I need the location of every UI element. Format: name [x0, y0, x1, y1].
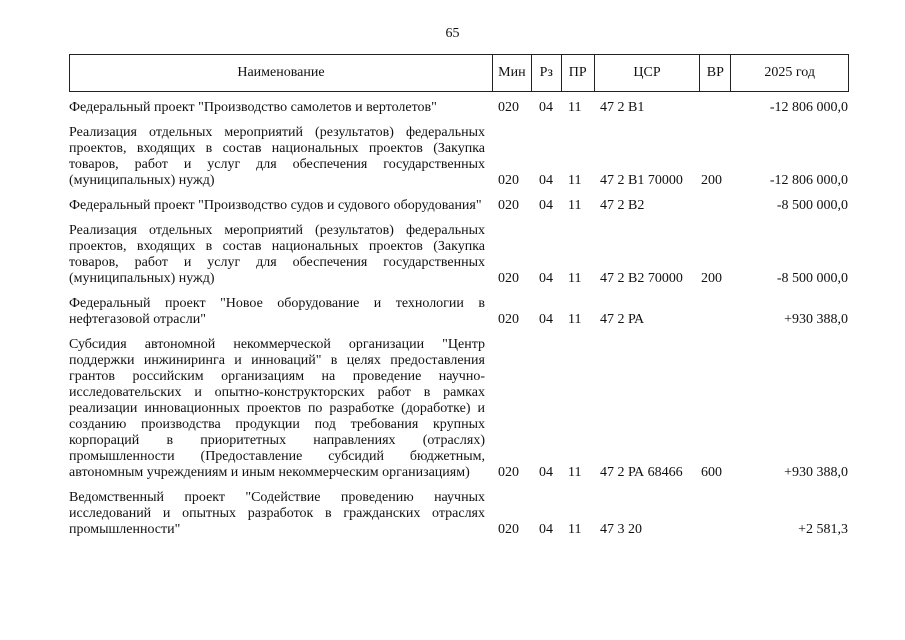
- row-csr: 47 2 РА: [600, 312, 645, 327]
- row-rz: 04: [539, 198, 553, 213]
- row-name: Федеральный проект "Производство судов и судового оборудования": [69, 198, 482, 213]
- row-csr: 47 2 В2: [600, 198, 645, 213]
- header-pr: ПР: [562, 55, 595, 91]
- row-csr: 47 2 В2 70000: [600, 271, 683, 286]
- header-csr: ЦСР: [595, 55, 701, 91]
- row-pr: 11: [568, 312, 582, 327]
- row-rz: 04: [539, 465, 553, 480]
- row-pr: 11: [568, 100, 582, 115]
- row-name: Реализация отдельных мероприятий (результатов) федеральных проектов, входящих в состав национальных проектов (Закупка товаров, работ и услуг для обеспечения государственных (муниципальных) нужд): [69, 125, 485, 188]
- row-amount: -8 500 000,0: [776, 198, 848, 213]
- row-pr: 11: [568, 522, 582, 537]
- row-name: Федеральный проект "Производство самолетов и вертолетов": [69, 100, 437, 115]
- row-name: Федеральный проект "Новое оборудование и технологии в нефтегазовой отрасли": [69, 296, 485, 327]
- row-rz: 04: [539, 173, 553, 188]
- row-amount: -12 806 000,0: [769, 173, 848, 188]
- row-min: 020: [498, 522, 519, 537]
- row-amount: +930 388,0: [784, 312, 848, 327]
- row-vr: 600: [701, 465, 722, 480]
- row-min: 020: [498, 271, 519, 286]
- table-row: [69, 125, 859, 189]
- header-rz: Рз: [532, 55, 562, 91]
- row-csr: 47 2 В1 70000: [600, 173, 683, 188]
- row-name: Ведомственный проект "Содействие проведению научных исследований и опытных разработок в гражданских отраслях промышленности": [69, 490, 485, 537]
- row-vr: 200: [701, 271, 722, 286]
- row-csr: 47 2 В1: [600, 100, 645, 115]
- table-row: [69, 296, 859, 328]
- row-rz: 04: [539, 100, 553, 115]
- row-pr: 11: [568, 173, 582, 188]
- header-vr: ВР: [700, 55, 731, 91]
- table-row: [69, 198, 859, 214]
- budget-table-body: [69, 92, 859, 538]
- row-rz: 04: [539, 312, 553, 327]
- row-amount: +2 581,3: [798, 522, 848, 537]
- row-amount: +930 388,0: [784, 465, 848, 480]
- row-name: Субсидия автономной некоммерческой организации "Центр поддержки инжиниринга и инноваций" в целях предоставления грантов российским организациям на проведение научно-исследовательских и опытно-конструкторских работ в рамках реализации инновационных проектов по разработке (доработке) и созданию производства продукции под требования крупных корпораций в приоритетных направлениях (отраслях) промышленности (Предоставление субсидий бюджетным, автономным учреждениям и иным некоммерческим организациям): [69, 337, 485, 480]
- table-row: [69, 100, 859, 116]
- row-min: 020: [498, 198, 519, 213]
- table-row: [69, 337, 859, 481]
- row-pr: 11: [568, 465, 582, 480]
- row-amount: -12 806 000,0: [769, 100, 848, 115]
- table-header: [69, 54, 849, 92]
- row-pr: 11: [568, 271, 582, 286]
- row-vr: 200: [701, 173, 722, 188]
- row-min: 020: [498, 312, 519, 327]
- row-min: 020: [498, 100, 519, 115]
- header-min: Мин: [493, 55, 532, 91]
- row-pr: 11: [568, 198, 582, 213]
- header-name: Наименование: [70, 55, 493, 91]
- row-rz: 04: [539, 271, 553, 286]
- row-csr: 47 2 РА 68466: [600, 465, 683, 480]
- table-row: [69, 490, 859, 538]
- page-number: 65: [445, 26, 460, 41]
- table-row: [69, 223, 859, 287]
- header-year: 2025 год: [764, 65, 815, 80]
- row-min: 020: [498, 173, 519, 188]
- row-csr: 47 3 20: [600, 522, 642, 537]
- row-name: Реализация отдельных мероприятий (результатов) федеральных проектов, входящих в состав национальных проектов (Закупка товаров, работ и услуг для обеспечения государственных (муниципальных) нужд): [69, 223, 485, 286]
- row-amount: -8 500 000,0: [776, 271, 848, 286]
- row-rz: 04: [539, 522, 553, 537]
- row-min: 020: [498, 465, 519, 480]
